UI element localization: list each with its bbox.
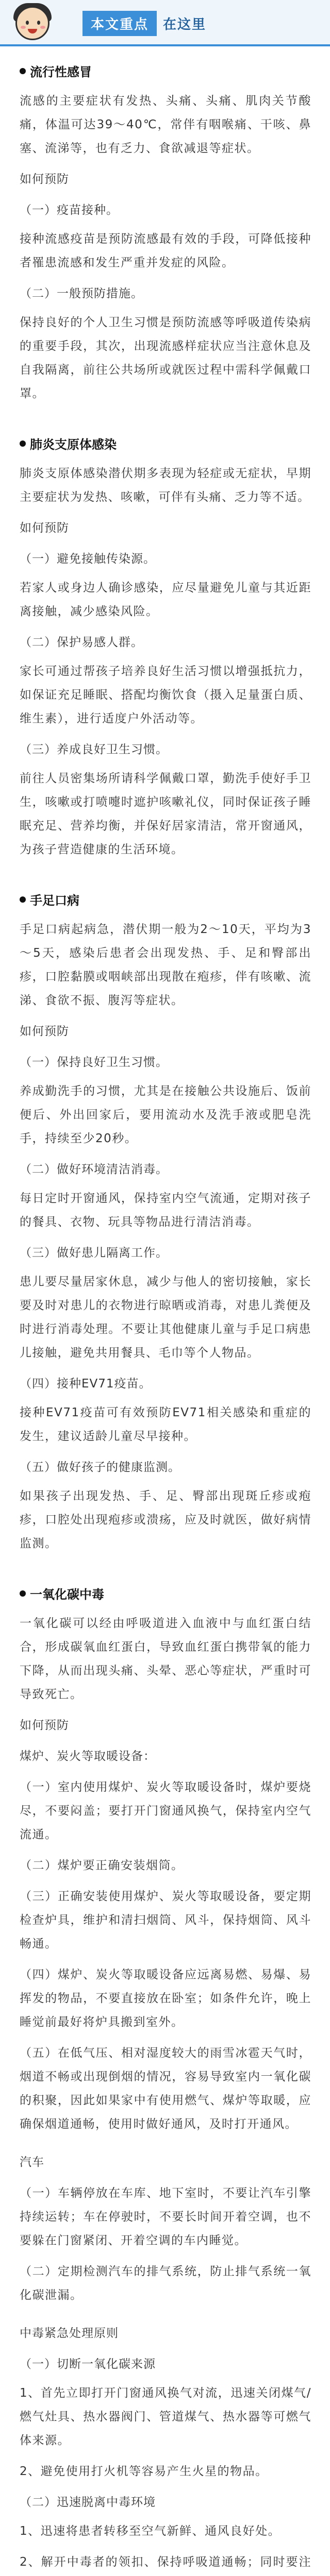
subheading: 如何预防	[20, 1025, 69, 1038]
paragraph: （五）在低气压、相对湿度较大的雨雪冰雹天气时，烟道不畅或出现倒烟的情况，容易导致室内一氧化碳的积聚，因此如果家中有使用燃气、煤炉等取暖，应确保烟道通畅，使用时做好通风，及时打开通风。	[20, 2046, 311, 2131]
paragraph: （二）煤炉要正确安装烟筒。	[20, 1859, 184, 1872]
header-banner	[0, 0, 330, 46]
paragraph: （二）定期检测汽车的排气系统，防止排气系统一氧化碳泄漏。	[20, 2265, 311, 2302]
measure-title: （二）一般预防措施。	[20, 287, 143, 300]
paragraph: 家长可通过帮孩子培养良好生活习惯以增强抵抗力，如保证充足睡眠、搭配均衡饮食（摄入足量蛋白质、维生素），进行适度户外活动等。	[20, 665, 311, 725]
cartoon-avatar-icon	[15, 6, 50, 40]
subheading: 汽车	[20, 2156, 44, 2169]
paragraph: 前往人员密集场所请科学佩戴口罩，勤洗手使好手卫生，咳嗽或打喷嚏时遮护咳嗽礼仪，同时保证孩子睡眠充足、营养均衡，并保好居家清洁，常开窗通风，为孩子营造健康的生活环境。	[20, 772, 311, 856]
paragraph: （三）正确安装使用煤炉、炭火等取暖设备，要定期检查炉具，维护和清扫烟筒、风斗，保持烟筒、风斗畅通。	[20, 1890, 311, 1951]
measure-title: （一）保持良好卫生习惯。	[20, 1056, 168, 1069]
measure-title: （三）做好患儿隔离工作。	[20, 1246, 168, 1260]
subheading: 如何预防	[20, 521, 69, 535]
section-title: 一氧化碳中毒	[20, 1584, 311, 1602]
measure-title: （一）避免接触传染源。	[20, 552, 156, 566]
paragraph: 2、避免使用打火机等容易产生火星的物品。	[20, 2465, 268, 2478]
measure-title: （三）养成良好卫生习惯。	[20, 743, 168, 756]
paragraph: 流感的主要症状有发热、头痛、头痛、肌肉关节酸痛，体温可达39～40℃，常伴有咽喉痛、干咳、鼻塞、流涕等，也有乏力、食欲减退等症状。	[20, 94, 311, 155]
paragraph: 保持良好的个人卫生习惯是预防流感等呼吸道传染病的重要手段，其次，出现流感样症状应当注意休息及自我隔离，前往公共场所或就医过程中需科学佩戴口罩。	[20, 316, 311, 400]
paragraph: 1、首先立即打开门窗通风换气对流，迅速关闭煤气/燃气灶具、热水器阀门、管道煤气、热水器等可燃气体来源。	[20, 2386, 311, 2447]
paragraph: 肺炎支原体感染潜伏期多表现为轻症或无症状，早期主要症状为发热、咳嗽，可伴有头痛、乏力等不适。	[20, 467, 311, 504]
subheading: 煤炉、炭火等取暖设备：	[20, 1750, 156, 1763]
header-title	[82, 11, 212, 35]
avatar-eye-right	[37, 21, 40, 25]
paragraph: 1、迅速将患者转移至空气新鲜、通风良好处。	[20, 2524, 281, 2538]
section-carbon-monoxide	[20, 1584, 311, 2576]
bullet-dot-icon	[20, 1590, 26, 1597]
paragraph: （四）煤炉、炭火等取暖设备应远离易燃、易爆、易挥发的物品，不要直接放在卧室；如条件允许，晚上睡觉前最好将炉具搬到室外。	[20, 1968, 311, 2029]
paragraph: 患儿要尽量居家休息，减少与他人的密切接触，家长要及时对患儿的衣物进行晾晒或消毒，对患儿粪便及时进行消毒处理。不要让其他健康儿童与手足口病患儿接触，避免共用餐具、毛巾等个人物品。	[20, 1275, 311, 1360]
avatar-eye-left	[26, 21, 29, 25]
paragraph: （一）车辆停放在车库、地下室时，不要让汽车引擎持续运转；车在停驶时，不要长时间开着空调，也不要躲在门窗紧闭、开着空调的车内睡觉。	[20, 2187, 311, 2247]
measure-title: （二）做好环境清洁消毒。	[20, 1163, 168, 1176]
bullet-dot-icon	[20, 896, 26, 903]
measure-title: （一）疫苗接种。	[20, 204, 119, 217]
paragraph: 养成勤洗手的习惯，尤其是在接触公共设施后、饭前便后、外出回家后，要用流动水及洗手液或肥皂洗手，持续至少20秒。	[20, 1084, 311, 1145]
measure-title: （一）切断一氧化碳来源	[20, 2358, 156, 2371]
measure-title: （四）接种EV71疫苗。	[20, 1377, 152, 1391]
subheading: 如何预防	[20, 1719, 69, 1732]
subheading: 中毒紧急处理原则	[20, 2327, 119, 2340]
paragraph: 每日定时开窗通风，保持室内空气流通，定期对孩子的餐具、衣物、玩具等物品进行清洁消毒。	[20, 1192, 311, 1229]
paragraph: 2、解开中毒者的领扣、保持呼吸道通畅；同时要注	[20, 2555, 311, 2569]
paragraph: 接种EV71疫苗可有效预防EV71相关感染和重症的发生，建议适龄儿童尽早接种。	[20, 1406, 311, 1443]
paragraph: 一氧化碳可以经由呼吸道进入血液中与血红蛋白结合，形成碳氧血红蛋白，导致血红蛋白携带氧的能力下降，从而出现头痛、头晕、恶心等症状，严重时可导致死亡。	[20, 1617, 311, 1701]
header-title-rest: 在这里	[163, 16, 207, 32]
header-title-highlight: 本文重点	[82, 11, 157, 36]
paragraph: 手足口病起病急，潜伏期一般为2～10天，平均为3～5天，感染后患者会出现发热、手、足和臀部出疹，口腔黏膜或咽峡部出现散在疱疹，伴有咳嗽、流涕、食欲不振、腹泻等症状。	[20, 923, 311, 1007]
section-hfmd	[20, 890, 311, 1555]
paragraph: （一）室内使用煤炉、炭火等取暖设备时，煤炉要烧尽，不要闷盖；要打开门窗通风换气，保持室内空气流通。	[20, 1781, 311, 1841]
paragraph: 若家人或身边人确诊感染，应尽量避免儿童与其近距离接触，减少感染风险。	[20, 581, 311, 618]
paragraph: 如果孩子出现发热、手、足、臀部出现斑丘疹或疱疹，口腔处出现疱疹或溃疡，应及时就医，做好病情监测。	[20, 1489, 311, 1550]
measure-title: （五）做好孩子的健康监测。	[20, 1461, 180, 1474]
subheading: 如何预防	[20, 173, 69, 186]
section-title: 流行性感冒	[20, 62, 311, 80]
paragraph: 接种流感疫苗是预防流感最有效的手段，可降低接种者罹患流感和发生严重并发症的风险。	[20, 232, 311, 269]
article-content	[0, 46, 330, 2576]
bullet-dot-icon	[20, 68, 26, 74]
section-mycoplasma	[20, 434, 311, 861]
bullet-dot-icon	[20, 440, 26, 447]
avatar-cheek-left	[21, 26, 26, 29]
measure-title: （二）保护易感人群。	[20, 636, 143, 649]
measure-title: （二）迅速脱离中毒环境	[20, 2496, 156, 2509]
section-title: 手足口病	[20, 890, 311, 908]
section-title: 肺炎支原体感染	[20, 434, 311, 452]
avatar-cheek-right	[40, 26, 45, 29]
section-flu	[20, 62, 311, 405]
